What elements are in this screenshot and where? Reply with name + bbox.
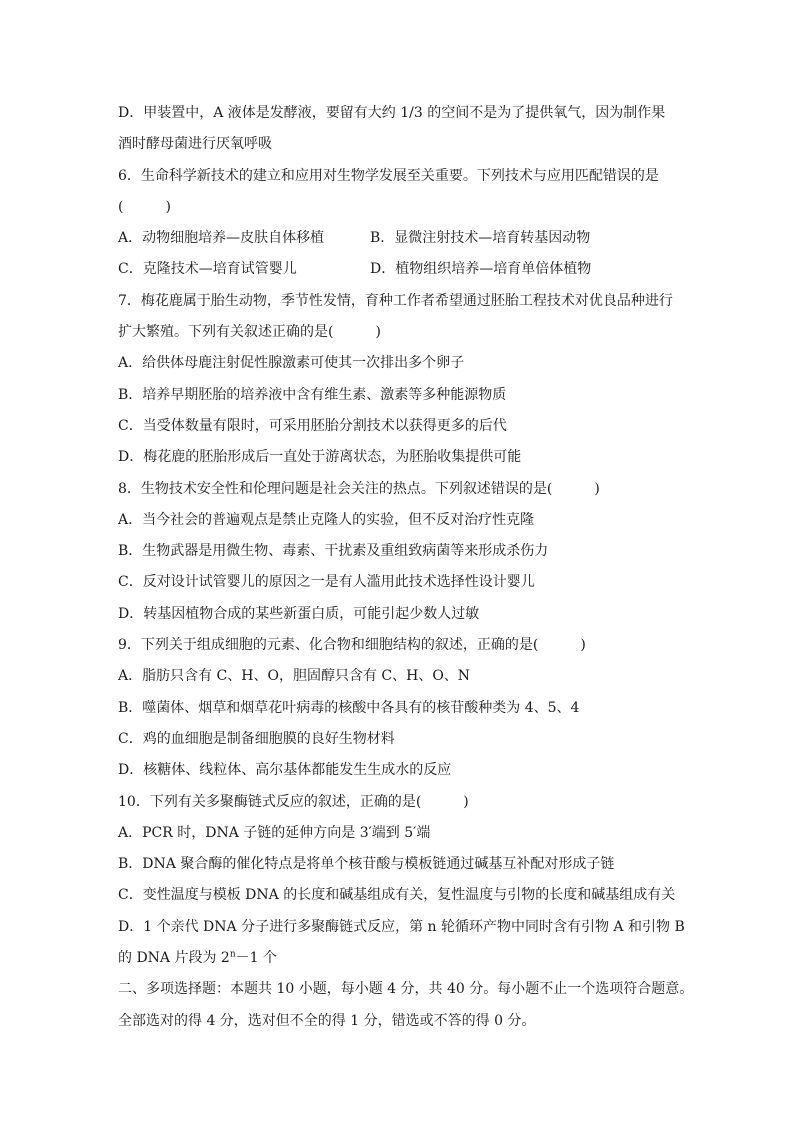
q5-option-d-line-1: D．甲装置中，A 液体是发酵液，要留有大约 1/3 的空间不是为了提供氧气，因为制作果	[118, 105, 666, 121]
q8-option-c: C．反对设计试管婴儿的原因之一是有人滥用此技术选择性设计婴儿	[118, 574, 535, 591]
section-2-heading: 二、多项选择题：本题共 10 小题，每小题 4 分，共 40 分。每小题不止一个选项符合题意。	[118, 981, 694, 998]
q10-option-d-tail: －1 个	[235, 950, 277, 967]
q6-option-c: C．克隆技术—培育试管婴儿	[118, 261, 297, 278]
q9-option-c: C．鸡的血细胞是制备细胞膜的良好生物材料	[118, 730, 395, 747]
q8-stem: 8．生物技术安全性和伦理问题是社会关注的热点。下列叙述错误的是( )	[118, 480, 600, 497]
exam-page	[118, 98, 694, 1037]
q8-option-d: D．转基因植物合成的某些新蛋白质，可能引起少数人过敏	[118, 605, 480, 622]
q7-option-b: B．培养早期胚胎的培养液中含有维生素、激素等多种能源物质	[118, 386, 507, 403]
q6-answer-bracket: ( )	[118, 198, 171, 215]
q9-option-a: A．脂肪只含有 C、H、O，胆固醇只含有 C、H、O、N	[118, 668, 471, 685]
q10-stem: 10．下列有关多聚酶链式反应的叙述，正确的是( )	[118, 793, 469, 810]
q10-option-d-text: 的 DNA 片段为 2	[118, 950, 230, 967]
q9-option-d: D．核糖体、线粒体、高尔基体都能发生生成水的反应	[118, 762, 452, 779]
q5-option-d-line-2: 酒时酵母菌进行厌氧呼吸	[118, 136, 272, 153]
q9-stem: 9．下列关于组成细胞的元素、化合物和细胞结构的叙述，正确的是( )	[118, 637, 586, 654]
q8-option-b: B．生物武器是用微生物、毒素、干扰素及重组致病菌等来形成杀伤力	[118, 543, 549, 560]
q7-option-a: A．给供体母鹿注射促性腺激素可使其一次排出多个卵子	[118, 355, 465, 372]
q8-option-a: A．当今社会的普遍观点是禁止克隆人的实验，但不反对治疗性克隆	[118, 511, 535, 528]
q6-option-a: A．动物细胞培养—皮肤自体移植	[118, 230, 325, 247]
section-2-instructions: 全部选对的得 4 分，选对但不全的得 1 分，错选或不答的得 0 分。	[118, 1012, 536, 1029]
q7-option-c: C．当受体数量有限时，可采用胚胎分割技术以获得更多的后代	[118, 417, 507, 434]
q10-option-a: A．PCR 时，DNA 子链的延伸方向是 3′端到 5′端	[118, 824, 431, 841]
q6-option-d: D．植物组织培养—培育单倍体植物	[370, 261, 592, 278]
q6-options-row-1	[118, 223, 688, 254]
q10-option-d-exponent: n	[229, 949, 236, 960]
q10-option-d-line-1: D．1 个亲代 DNA 分子进行多聚酶链式反应，第 n 轮循环产物中同时含有引物 A 和引物 B	[118, 918, 685, 935]
q10-option-b: B．DNA 聚合酶的催化特点是将单个核苷酸与模板链通过碱基互补配对形成子链	[118, 856, 615, 873]
q7-stem-line-2: 扩大繁殖。下列有关叙述正确的是( )	[118, 324, 381, 341]
q7-option-d: D．梅花鹿的胚胎形成后一直处于游离状态，为胚胎收集提供可能	[118, 449, 522, 466]
q10-option-d-line-2	[118, 943, 688, 974]
q6-stem: 6．生命科学新技术的建立和应用对生物学发展至关重要。下列技术与应用匹配错误的是	[118, 167, 659, 184]
q6-options-row-2	[118, 254, 688, 285]
q9-option-b: B．噬菌体、烟草和烟草花叶病毒的核酸中各具有的核苷酸种类为 4、5、4	[118, 699, 580, 716]
q10-option-c: C．变性温度与模板 DNA 的长度和碱基组成有关，复性温度与引物的长度和碱基组成有关	[118, 887, 676, 904]
q6-option-b: B．显微注射技术—培育转基因动物	[370, 230, 591, 247]
q7-stem-line-1: 7．梅花鹿属于胎生动物，季节性发情，育种工作者希望通过胚胎工程技术对优良品种进行	[118, 292, 673, 309]
